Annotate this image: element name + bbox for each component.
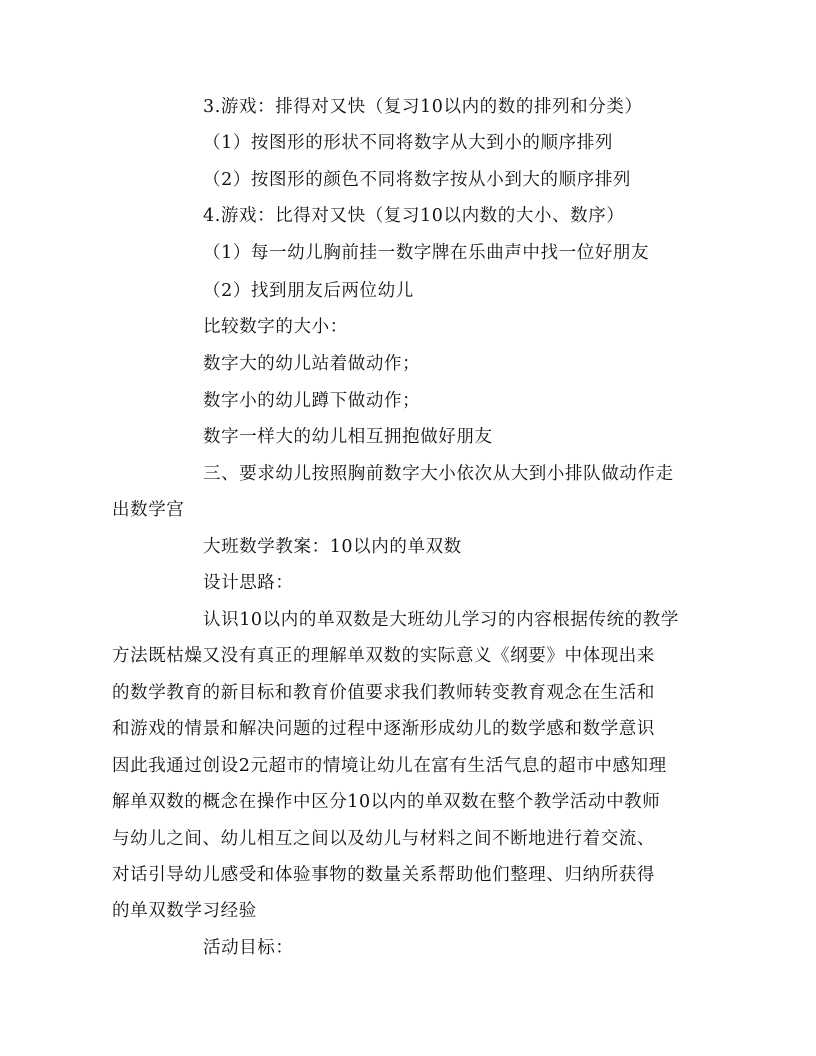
text-line-small-number: 数字小的幼儿蹲下做动作； — [203, 391, 421, 411]
paragraph-line: 因此我通过创设2元超市的情境让幼儿在富有生活气息的超市中感知理 — [112, 756, 667, 776]
lesson-title: 大班数学教案：10以内的单双数 — [203, 537, 462, 557]
text-line-big-number: 数字大的幼儿站着做动作； — [203, 354, 421, 374]
design-heading: 设计思路： — [203, 573, 294, 593]
text-line-compare: 比较数字的大小： — [203, 317, 348, 337]
paragraph-line: 方法既枯燥又没有真正的理解单双数的实际意义《纲要》中体现出来 — [112, 646, 655, 666]
text-line-game-3-item-2: （2）按图形的颜色不同将数字按从小到大的顺序排列 — [203, 170, 632, 190]
text-line-game-3: 3.游戏：排得对又快（复习10以内的数的排列和分类） — [203, 97, 643, 117]
paragraph-line: 对话引导幼儿感受和体验事物的数量关系帮助他们整理、归纳所获得 — [112, 865, 655, 885]
text-line-game-4-item-2: （2）找到朋友后两位幼儿 — [203, 281, 414, 301]
paragraph-line: 的数学教育的新目标和教育价值要求我们教师转变教育观念在生活和 — [112, 683, 655, 703]
text-line-same-number: 数字一样大的幼儿相互拥抱做好朋友 — [203, 427, 493, 447]
paragraph-line: 解单双数的概念在操作中区分10以内的单双数在整个教学活动中教师 — [112, 792, 661, 812]
paragraph-line: 的单双数学习经验 — [112, 901, 257, 921]
paragraph-line: 认识10以内的单双数是大班幼儿学习的内容根据传统的教学 — [203, 610, 679, 630]
paragraph-line: 与幼儿之间、幼儿相互之间以及幼儿与材料之间不断地进行着交流、 — [112, 829, 655, 849]
text-line-game-3-item-1: （1）按图形的形状不同将数字从大到小的顺序排列 — [203, 133, 613, 153]
text-line-section-3-cont: 出数学宫 — [112, 500, 185, 520]
text-line-section-3: 三、要求幼儿按照胸前数字大小依次从大到小排队做动作走 — [203, 464, 674, 484]
objectives-heading: 活动目标： — [203, 938, 294, 958]
paragraph-line: 和游戏的情景和解决问题的过程中逐渐形成幼儿的数学感和数学意识 — [112, 719, 655, 739]
text-line-game-4-item-1: （1）每一幼儿胸前挂一数字牌在乐曲声中找一位好朋友 — [203, 243, 650, 263]
text-line-game-4: 4.游戏：比得对又快（复习10以内数的大小、数序） — [203, 206, 625, 226]
